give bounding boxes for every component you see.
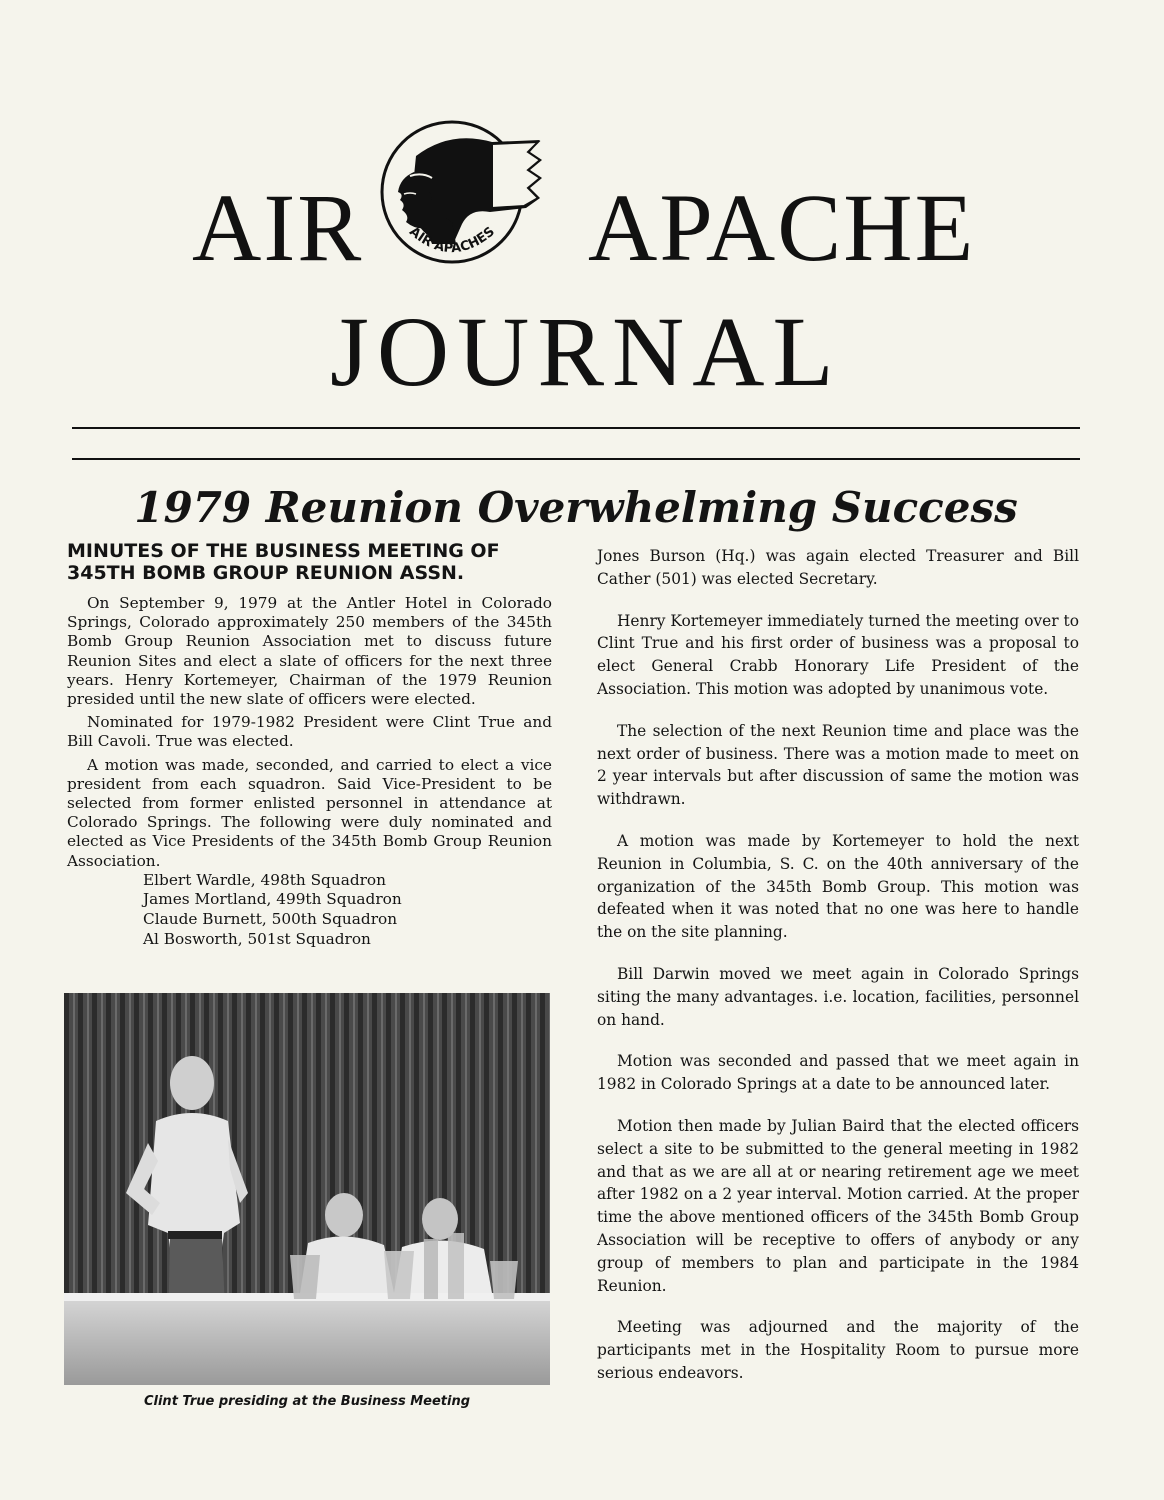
paragraph: On September 9, 1979 at the Antler Hotel in Colorado Springs, Colorado approximately 250 members of the 345th Bomb Group Reunion Association met to discuss future Reunion Sites and elect a slate of officers for the next three years. Henry Kortemeyer, Chairman of the 1979 Reunion presided until the new slate of officers were elected. (67, 594, 552, 709)
paragraph: A motion was made by Kortemeyer to hold the next Reunion in Columbia, S. C. on the 40th anniversary of the organization of the 345th Bomb Group. This motion was defeated when it was noted that no one was here to handle the on the site planning. (597, 831, 1079, 942)
minutes-subhead (67, 540, 552, 584)
divider-rule-bottom (72, 458, 1080, 460)
paragraph: The selection of the next Reunion time and place was the next order of business. There was a motion made to meet on 2 year intervals but after discussion of same the motion was withdrawn. (597, 721, 1079, 809)
subhead-line-2: 345TH BOMB GROUP REUNION ASSN. (67, 562, 465, 584)
paragraph: Motion was seconded and passed that we meet again in 1982 in Colorado Springs at a date to be announced later. (597, 1052, 1079, 1094)
minutes-body (67, 594, 552, 949)
subhead-line-1: MINUTES OF THE BUSINESS MEETING OF (67, 540, 500, 562)
left-column (67, 540, 552, 949)
article-headline: 1979 Reunion Overwhelming Success (134, 483, 1018, 532)
paragraph: Jones Burson (Hq.) was again elected Treasurer and Bill Cather (501) was elected Secretary. (597, 547, 1079, 588)
paragraph: Meeting was adjourned and the majority of the participants met in the Hospitality Room to pursue more serious endeavors. (597, 1318, 1079, 1382)
masthead-air: AIR (192, 174, 364, 281)
vice-president-list (143, 871, 552, 949)
right-column (597, 545, 1079, 1385)
divider-rule-top (72, 427, 1080, 429)
paragraph: Motion then made by Julian Baird that the elected officers select a site to be submitted to the general meeting in 1982 and that as we are all at or nearing retirement age we meet after 1982 on a 2 year interval. Motion carried. At the proper time the above mentioned officers of the 345th Bomb Group Association will be receptive to offers of anybody or any group of members to plan and participate in the 1984 Reunion. (597, 1116, 1079, 1295)
masthead-apache: APACHE (588, 174, 976, 281)
list-item: Elbert Wardle, 498th Squadron (143, 870, 386, 889)
logo-text: AIR APACHES (406, 224, 498, 257)
photo-caption: Clint True presiding at the Business Meeting (143, 1394, 471, 1409)
list-item: Al Bosworth, 501st Squadron (143, 929, 371, 948)
list-item: Claude Burnett, 500th Squadron (143, 910, 398, 929)
masthead-journal: JOURNAL (330, 296, 842, 407)
air-apaches-logo-icon (370, 112, 550, 272)
paragraph: Nominated for 1979-1982 President were Clint True and Bill Cavoli. True was elected. (67, 713, 552, 751)
business-meeting-photo (64, 993, 550, 1385)
paragraph: Henry Kortemeyer immediately turned the meeting over to Clint True and his first order of business was a proposal to elect General Crabb Honorary Life President of the Association. This motion was adopted by unanimous vote. (597, 611, 1079, 698)
list-item: James Mortland, 499th Squadron (143, 890, 402, 909)
paragraph: Bill Darwin moved we meet again in Colorado Springs siting the many advantages. i.e. location, facilities, personnel on hand. (597, 964, 1079, 1029)
paragraph: A motion was made, seconded, and carried to elect a vice president from each squadron. Said Vice-President to be selected from former enlisted personnel in attendance at Colorado Springs. The following were duly nominated and elected as Vice Presidents of the 345th Bomb Group Reunion Association. (67, 755, 552, 870)
